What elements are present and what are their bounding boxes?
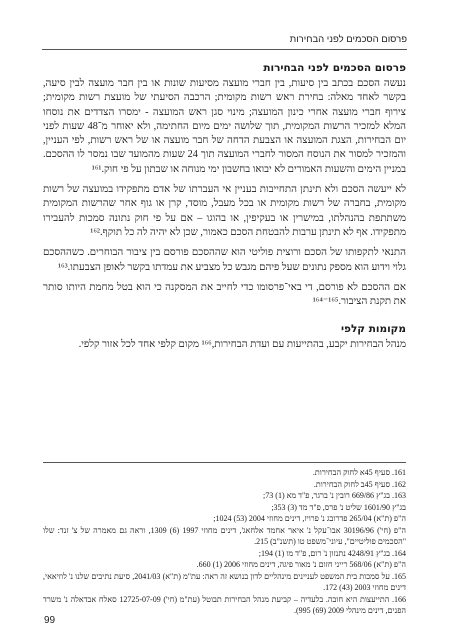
- running-header: פרסום הסכמים לפני הבחירות: [42, 34, 407, 50]
- footnote: 164. בג"ץ 4248/91 נתנזון נ' רום, פ"ד מו (1) 194;: [258, 548, 406, 558]
- page-number: 99: [44, 615, 56, 626]
- footnote: 163. בג"ץ 669/86 רובין נ' ברגר, פ"ד מא (1) 73;: [263, 491, 406, 500]
- footnote: 161. סעיף 45א לחוק הבחירות.: [312, 468, 406, 477]
- paragraph: נעשה הסכם בכתב בין סיעות, בין חברי מועצה מסיעות שונות או בין חבר מועצה לבין סיעה, בקשר לאחד מאלה: בחירת ראש רשות מקומית; הרכבה הסיעתי של מועצת רשות מקומית; צירוף חברי מועצה אחרי כינון המועצה; מינוי סגן ראש המועצה - ימסרו הצדדים את נוסחו המלא למזכיר הרשות המקומית, תוך שלושה ימים מיום החתימה, ולא יאוחר מ־48 שעות לפני יום הבחירות, הצגת המועצה או הצבעת הדחה של חבר מועצה או של ראש רשות, לפי העניין, והמזכיר למסור את הנוסח המסור לחברי המועצה תוך 24 שעות מהמועד שבו נמסר לו ההסכם. במניין הימים והשעות האמורים לא יבואו בחשבון ימי מנוחה או שבתון על פי חוק.¹⁶¹: [43, 78, 406, 175]
- paragraph: לא ייעשה הסכם ולא תינתן התחייבות בעניין אי העברתו של אדם מתפקידו במועצה של רשות מקומית, בחברה של רשות מקומית או בכל מעבל, מוסד, קרן או גוף אחר שהרשות המקומית משתתפת בהנהלתו, במישרין או בעקיפין, או בהוגו – אם על פי חוק נתונה סמכות להעבירו מתפקידו. אף לא תינתן ערבות להבטחת הסכם כאמור, שכן לא יהיה לה כל תוקף.¹⁶²: [43, 184, 406, 238]
- footnote: 165. על סמכות בית המשפט לעניינים מינהליים לדון בנושא זה ראה: עת"מ (ת"א) 2041/03, סיעת נתיבים שלנו נ' לוזיאאי, דינים מחוזי 2003 (43) 172.: [43, 571, 406, 592]
- paragraph: אם ההסכם לא פורסם, די באי־פרסומו כדי לחייב את המסקנה כי הוא בטל מחמת היותו סותר את תקנת הציבור.¹⁶⁴⁻¹⁶⁵: [43, 281, 406, 308]
- section-heading-publication: פרסום הסכמים לפני הבחירות: [263, 62, 406, 74]
- footnotes: [43, 462, 406, 617]
- paragraph: מנהל הבחירות יקבע, בהתייעות עם ועדת הבחירות,¹⁶⁶ מקום קלפי אחד לכל אזור קלפי.: [78, 339, 406, 351]
- paragraph: התנאי לתקפותו של הסכם ורוצית פוליטי הוא שההסכם פורסם בין ציבור הבוחרים. כשההסכם גלוי וידוע הוא מספק נתונים שעל פיהם מגבש כל מצביע את עמדתו בקשר לאופן הצבעתו.¹⁶³: [43, 247, 406, 273]
- section-polling-places: [43, 323, 406, 352]
- footnote: ה"פ (ת"א) 568/06 רייני חזום נ' מאור פיגה, דינים מחוזי 2006 (1) 660.: [196, 560, 406, 569]
- main-content: [43, 62, 406, 359]
- footnote: 166. התייעצות היא חובה. בלעדיה – קביעת מנהל הבחירות תבוטל (עת"מ (חי') 12725-07-09 סאלח אבדאלה נ' משרד הפנים, דינים מינהלי 2009 (69) 995).: [43, 594, 406, 615]
- footnote: ה"פ (ת"א) 265/04 פדרובג נ' פרויז, דינים מחוזי 2004 (53) 1024;: [213, 514, 406, 523]
- footnote: בג"ץ 1601/90 שליט נ' פרס, פ"ד מד (3) 353;: [271, 502, 406, 512]
- section-heading-polling-places: מקומות קלפי: [340, 323, 406, 336]
- footnote: ה"פ (חי') 30196/96 אבו־עקל נ' איאר אחמד אלחאג', דינים מחוזי 1997 (6) 1309, וראה גם מאמרה של צ' זנד: שלו "הסכמים פוליטיים", עיוני־משפט טו (תשנ"ב) 215.: [43, 525, 406, 546]
- footnote: 162. סעיף 45ב לחוק הבחירות.: [313, 479, 406, 489]
